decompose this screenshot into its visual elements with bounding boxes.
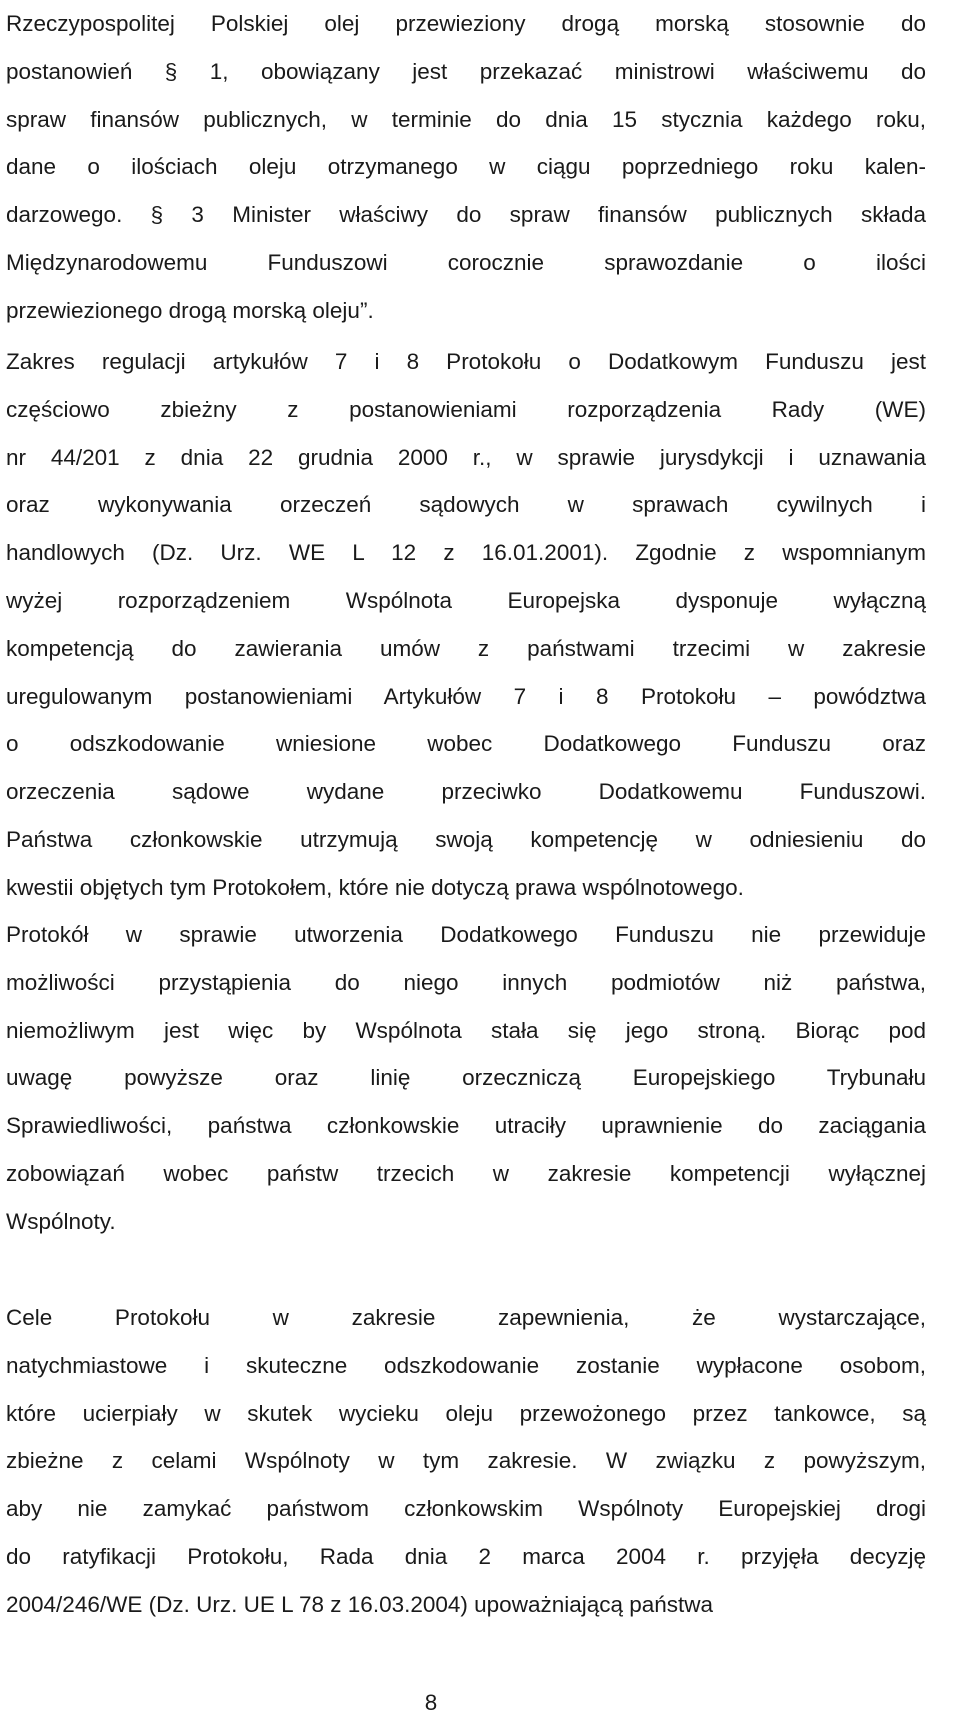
text-line: niemożliwym jest więc by Wspólnota stała się jego stroną. Biorąc pod xyxy=(6,1017,926,1043)
text-line: możliwości przystąpienia do niego innych podmiotów niż państwa, xyxy=(6,969,926,995)
paragraph-2 xyxy=(6,338,926,912)
text-line: Wspólnoty. xyxy=(6,1208,116,1234)
text-line: kwestii objętych tym Protokołem, które nie dotyczą prawa wspólnotowego. xyxy=(6,874,744,900)
text-line: częściowo zbieżny z postanowieniami rozporządzenia Rady (WE) xyxy=(6,396,926,422)
text-line: 2004/246/WE (Dz. Urz. UE L 78 z 16.03.2004) upoważniającą państwa xyxy=(6,1591,714,1617)
text-line: postanowień § 1, obowiązany jest przekazać ministrowi właściwemu do xyxy=(6,58,926,84)
text-line: do ratyfikacji Protokołu, Rada dnia 2 marca 2004 r. przyjęła decyzję xyxy=(6,1543,926,1569)
text-line: Międzynarodowemu Funduszowi corocznie sprawozdanie o ilości xyxy=(6,249,926,275)
text-line: uregulowanym postanowieniami Artykułów 7 i 8 Protokołu – powództwa xyxy=(6,683,926,709)
text-line: darzowego. § 3 Minister właściwy do spraw finansów publicznych składa xyxy=(6,202,926,228)
paragraph-4 xyxy=(6,1294,926,1629)
text-line: Cele Protokołu w zakresie zapewnienia, że wystarczające, xyxy=(6,1305,926,1330)
text-line: zobowiązań wobec państw trzecich w zakresie kompetencji wyłącznej xyxy=(6,1160,926,1186)
text-line: aby nie zamykać państwom członkowskim Wspólnoty Europejskiej drogi xyxy=(6,1496,926,1522)
paragraph-1 xyxy=(6,0,926,335)
text-line: Protokół w sprawie utworzenia Dodatkowego Funduszu nie przewiduje xyxy=(6,922,926,947)
text-line: spraw finansów publicznych, w terminie do dnia 15 stycznia każdego roku, xyxy=(6,106,926,132)
text-line: nr 44/201 z dnia 22 grudnia 2000 r., w sprawie jurysdykcji i uznawania xyxy=(6,444,926,470)
text-line: Zakres regulacji artykułów 7 i 8 Protokołu o Dodatkowym Funduszu jest xyxy=(6,349,926,374)
text-line: oraz wykonywania orzeczeń sądowych w sprawach cywilnych i xyxy=(6,492,926,518)
text-line: zbieżne z celami Wspólnoty w tym zakresie. W związku z powyższym, xyxy=(6,1448,926,1474)
text-line: orzeczenia sądowe wydane przeciwko Dodatkowemu Funduszowi. xyxy=(6,779,926,805)
text-line: Państwa członkowskie utrzymują swoją kompetencję w odniesieniu do xyxy=(6,826,926,852)
text-line: handlowych (Dz. Urz. WE L 12 z 16.01.2001). Zgodnie z wspomnianym xyxy=(6,540,926,566)
text-line: Sprawiedliwości, państwa członkowskie utraciły uprawnienie do zaciągania xyxy=(6,1113,926,1139)
text-line: uwagę powyższe oraz linię orzeczniczą Europejskiego Trybunału xyxy=(6,1065,926,1091)
text-line: wyżej rozporządzeniem Wspólnota Europejska dysponuje wyłączną xyxy=(6,587,926,613)
paragraph-3 xyxy=(6,911,926,1246)
text-line: kompetencją do zawierania umów z państwami trzecimi w zakresie xyxy=(6,635,926,661)
text-line: dane o ilościach oleju otrzymanego w ciągu poprzedniego roku kalen- xyxy=(6,154,926,180)
text-line: natychmiastowe i skuteczne odszkodowanie zostanie wypłacone osobom, xyxy=(6,1352,926,1378)
text-line: przewiezionego drogą morską oleju”. xyxy=(6,297,374,323)
text-line: które ucierpiały w skutek wycieku oleju przewożonego przez tankowce, są xyxy=(6,1400,926,1426)
text-line: o odszkodowanie wniesione wobec Dodatkowego Funduszu oraz xyxy=(6,731,926,757)
text-line: Rzeczypospolitej Polskiej olej przewieziony drogą morską stosownie do xyxy=(6,11,926,36)
page-number: 8 xyxy=(424,1690,438,1715)
